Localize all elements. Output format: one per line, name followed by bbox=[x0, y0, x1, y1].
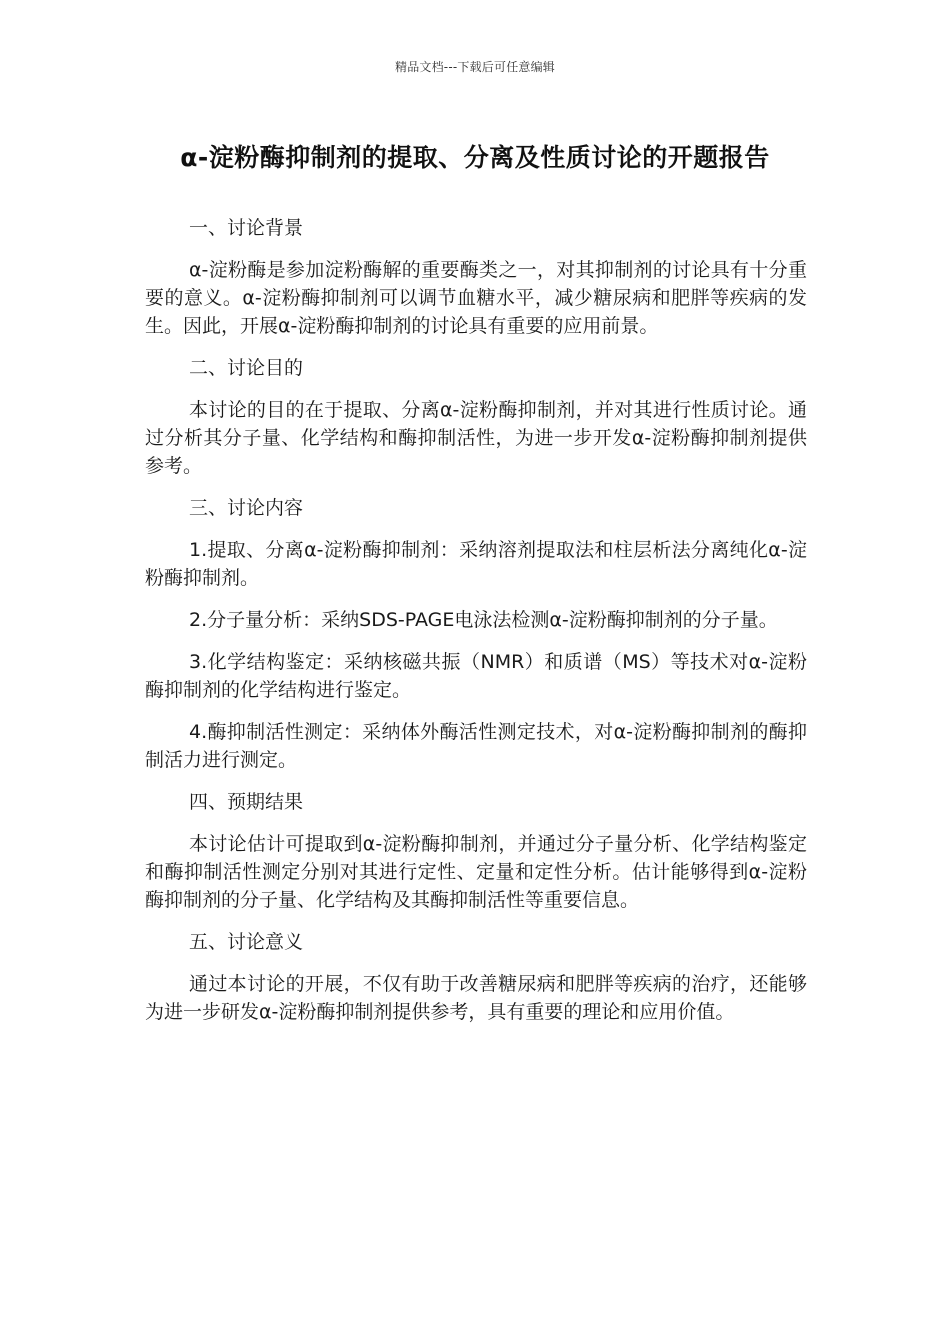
section-paragraph: 4.酶抑制活性测定：采纳体外酶活性测定技术，对α-淀粉酶抑制剂的酶抑制活力进行测定。 bbox=[145, 721, 807, 771]
section-paragraph: 3.化学结构鉴定：采纳核磁共振（NMR）和质谱（MS）等技术对α-淀粉酶抑制剂的化学结构进行鉴定。 bbox=[145, 651, 807, 701]
section-heading: 四、预期结果 bbox=[189, 791, 304, 813]
section-paragraph: 通过本讨论的开展，不仅有助于改善糖尿病和肥胖等疾病的治疗，还能够为进一步研发α-淀粉酶抑制剂提供参考，具有重要的理论和应用价值。 bbox=[145, 973, 807, 1023]
section-paragraph: 本讨论估计可提取到α-淀粉酶抑制剂，并通过分子量分析、化学结构鉴定和酶抑制活性测定分别对其进行定性、定量和定性分析。估计能够得到α-淀粉酶抑制剂的分子量、化学结构及其酶抑制活性等重要信息。 bbox=[145, 833, 807, 911]
section-purpose bbox=[145, 354, 807, 480]
section-expected-results bbox=[145, 788, 807, 914]
section-heading: 二、讨论目的 bbox=[189, 357, 304, 379]
section-content bbox=[145, 494, 807, 774]
page-header-note: 精品文档---下载后可任意编辑 bbox=[395, 60, 555, 74]
section-heading: 一、讨论背景 bbox=[189, 217, 304, 239]
section-paragraph: 2.分子量分析：采纳SDS-PAGE电泳法检测α-淀粉酶抑制剂的分子量。 bbox=[189, 609, 778, 631]
section-paragraph: 本讨论的目的在于提取、分离α-淀粉酶抑制剂，并对其进行性质讨论。通过分析其分子量、化学结构和酶抑制活性，为进一步开发α-淀粉酶抑制剂提供参考。 bbox=[145, 399, 807, 477]
section-significance bbox=[145, 928, 807, 1026]
section-paragraph: α-淀粉酶是参加淀粉酶解的重要酶类之一，对其抑制剂的讨论具有十分重要的意义。α-淀粉酶抑制剂可以调节血糖水平，减少糖尿病和肥胖等疾病的发生。因此，开展α-淀粉酶抑制剂的讨论具有重要的应用前景。 bbox=[145, 259, 807, 337]
section-background bbox=[145, 214, 807, 340]
section-heading: 三、讨论内容 bbox=[189, 497, 304, 519]
section-heading: 五、讨论意义 bbox=[189, 931, 304, 953]
document-title: α-淀粉酶抑制剂的提取、分离及性质讨论的开题报告 bbox=[180, 143, 770, 172]
section-paragraph: 1.提取、分离α-淀粉酶抑制剂：采纳溶剂提取法和柱层析法分离纯化α-淀粉酶抑制剂。 bbox=[145, 539, 807, 589]
document-body bbox=[145, 214, 807, 1040]
